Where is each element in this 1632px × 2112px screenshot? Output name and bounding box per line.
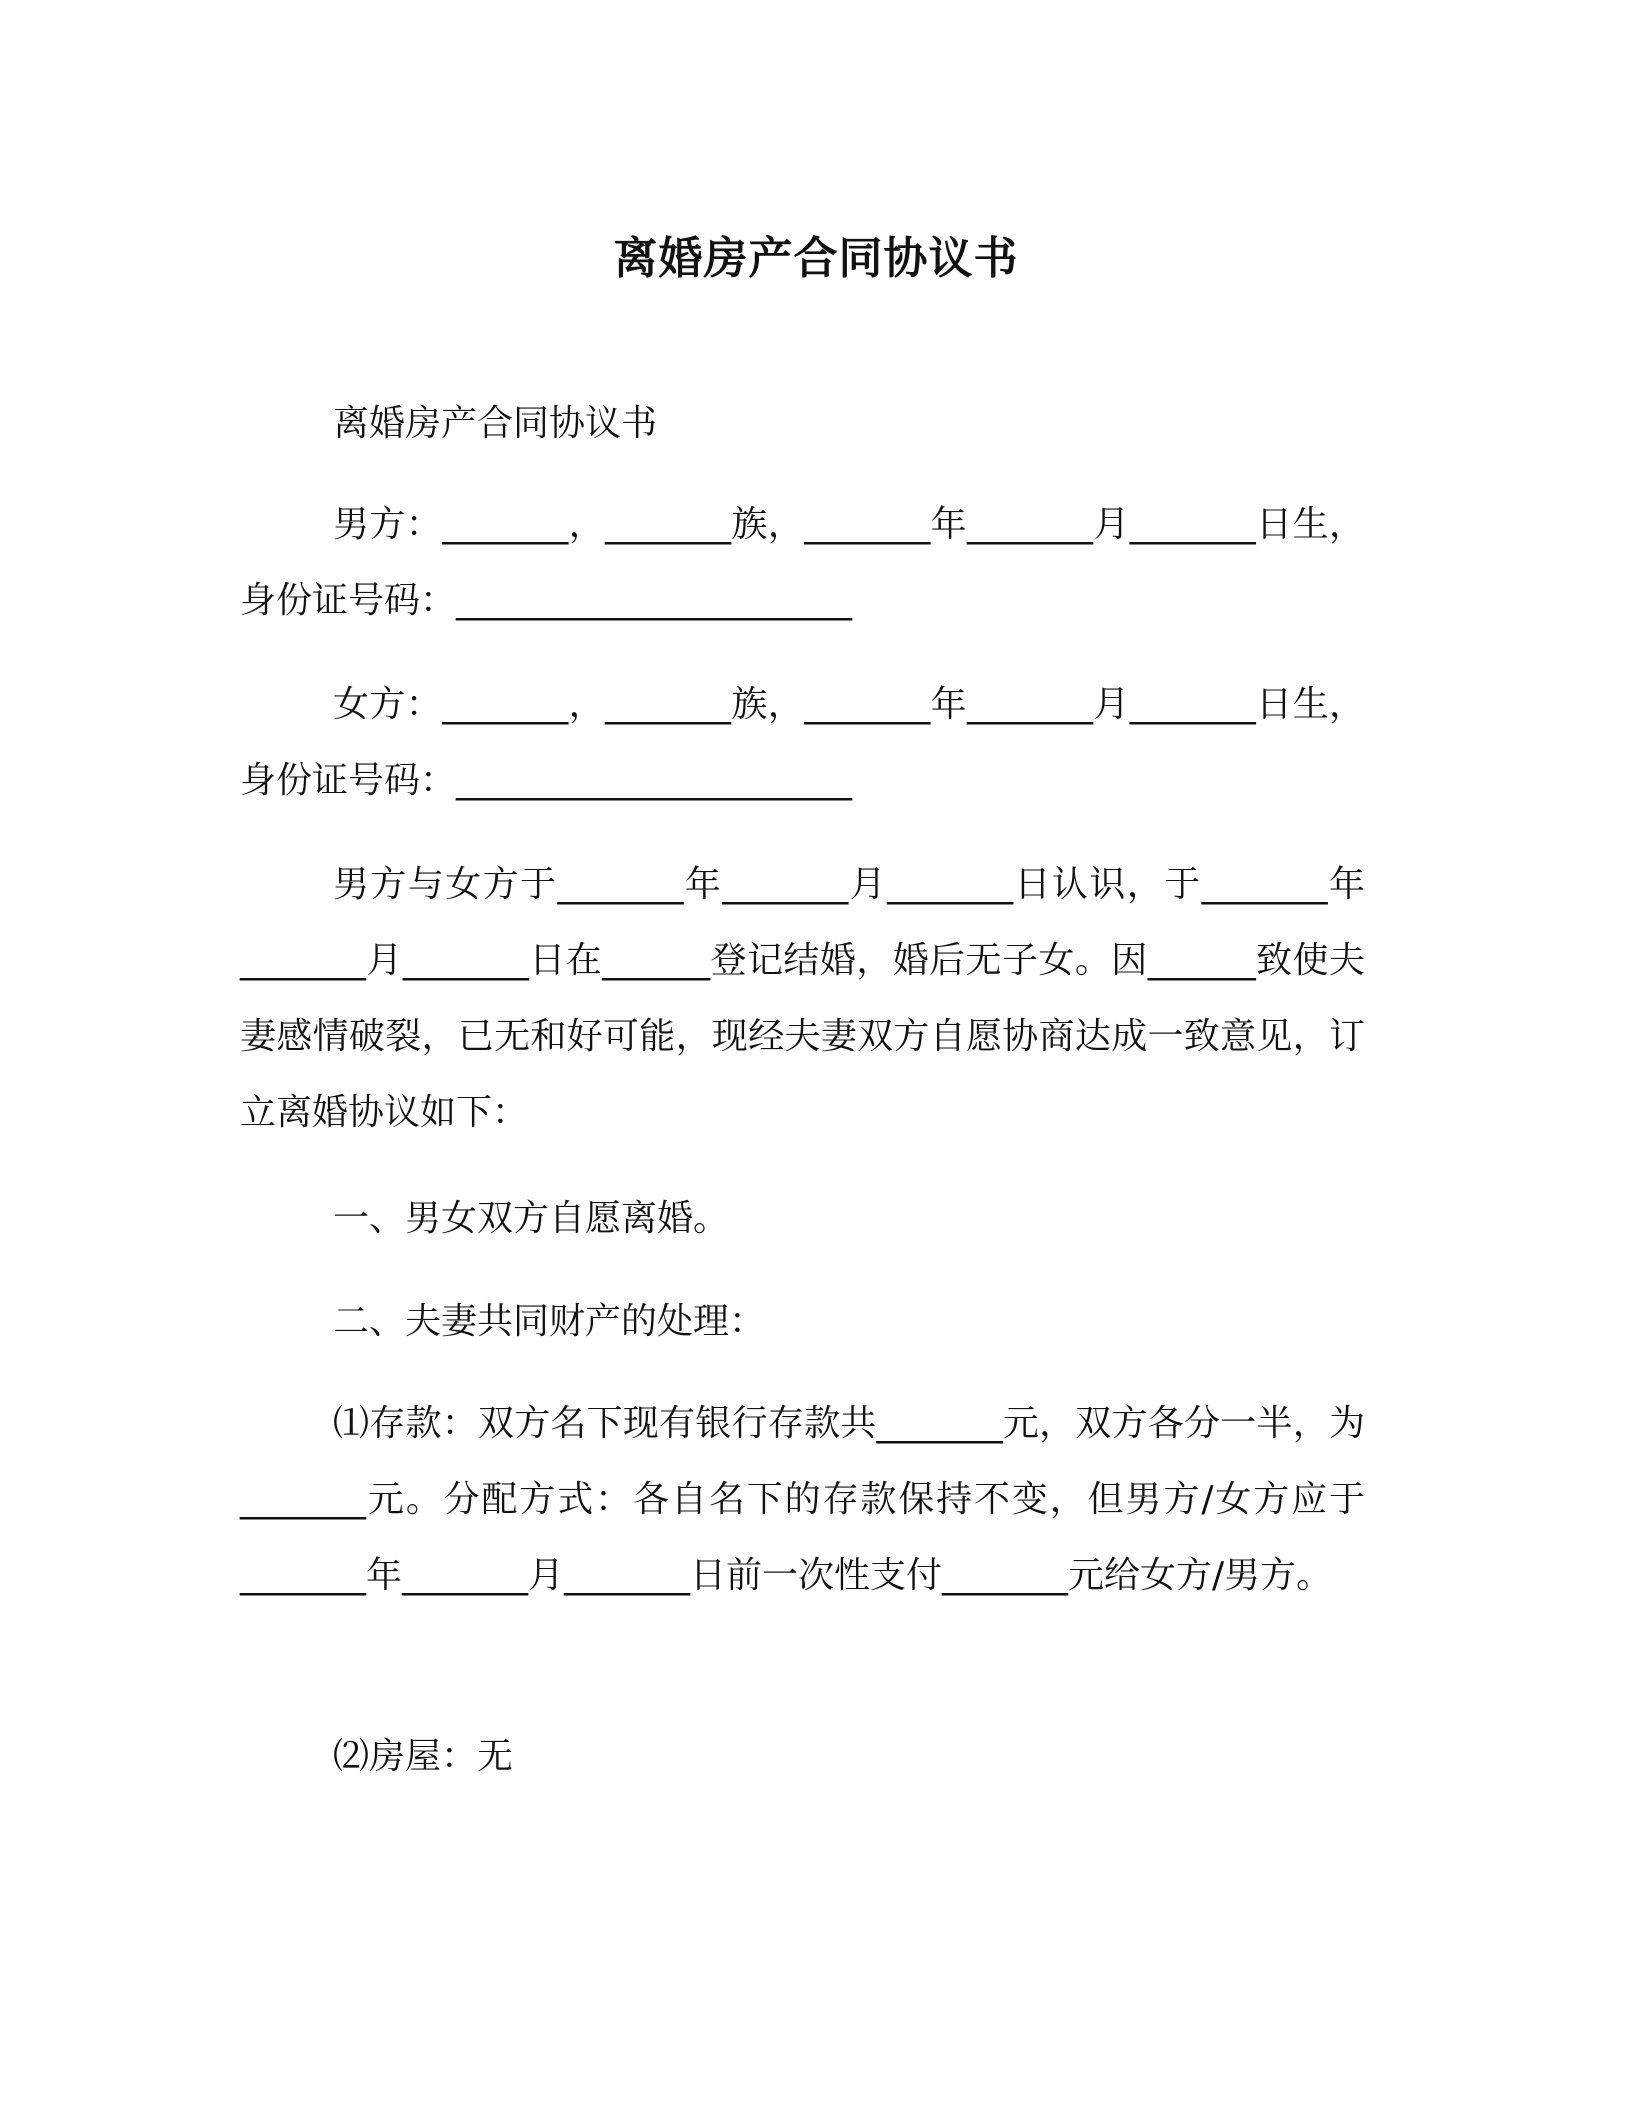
clause-one-paragraph: 一、男女双方自愿离婚。 <box>333 1198 730 1239</box>
marriage-background-paragraph: 男方与女方于_______年_______月_______日认识，于_______年_______月_______日在______登记结婚，婚后无子女。因______致使夫妻感情破裂，已无和好可能，现经夫妻双方自愿协商达成一致意见，订立离婚协议如下： <box>240 864 1365 1133</box>
document-title: 离婚房产合同协议书 <box>613 233 1019 284</box>
house-paragraph: ⑵房屋：无 <box>333 1736 514 1777</box>
deposit-paragraph: ⑴存款：双方名下现有银行存款共_______元，双方各分一半，为_______元。分配方式：各自名下的存款保持不变，但男方/女方应于_______年_______月_______日前一次性支付_______元给女方/男方。 <box>240 1403 1365 1596</box>
female-party-paragraph: 女方：_______，_______族，_______年_______月_______日生，身份证号码：______________________ <box>240 684 1365 801</box>
clause-two-paragraph: 二、夫妻共同财产的处理： <box>333 1301 766 1342</box>
male-party-paragraph: 男方：_______，_______族，_______年_______月_______日生，身份证号码：______________________ <box>240 504 1365 621</box>
subtitle-paragraph: 离婚房产合同协议书 <box>333 403 658 444</box>
